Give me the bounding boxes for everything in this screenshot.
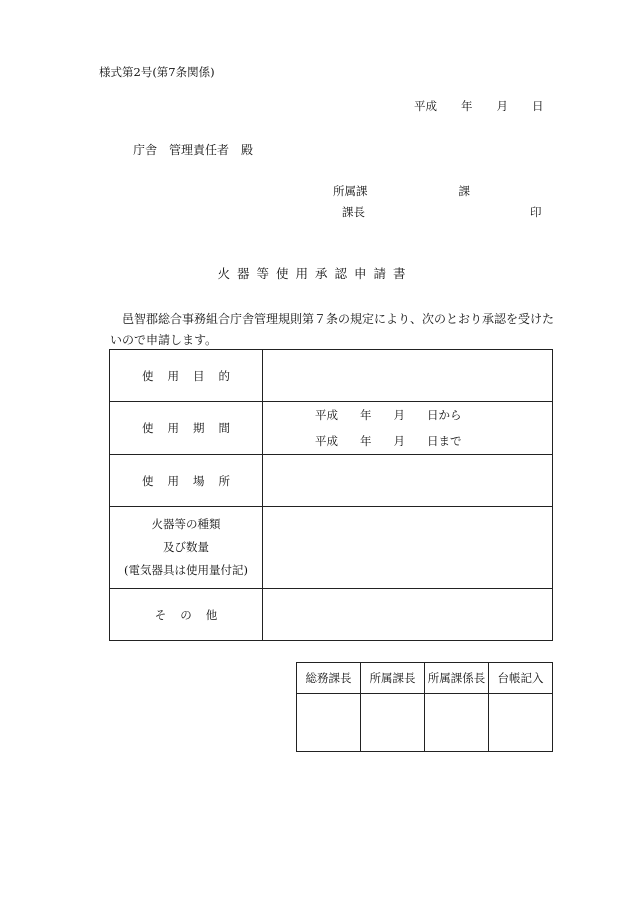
dept-suffix: 課 xyxy=(458,184,470,198)
addressee: 庁舎 管理責任者 殿 xyxy=(133,143,254,157)
form-number: 様式第2号(第7条関係) xyxy=(99,65,215,79)
application-date xyxy=(414,101,544,113)
stamp-box-general-affairs-chief[interactable] xyxy=(297,694,361,752)
row-equipment xyxy=(110,507,553,589)
period-label: 使用期間 xyxy=(110,402,263,455)
other-label: その他 xyxy=(110,589,263,641)
period-to-era: 平成 xyxy=(315,434,338,448)
equipment-label-line-1: 火器等の種類 xyxy=(151,517,221,531)
period-from-era: 平成 xyxy=(315,408,338,422)
equipment-label xyxy=(110,507,263,589)
stamp-box-dept-chief[interactable] xyxy=(361,694,425,752)
equipment-label-line-2: 及び数量 xyxy=(163,540,209,554)
seal-mark: 印 xyxy=(530,205,542,219)
stamp-box-ledger-entry[interactable] xyxy=(489,694,553,752)
period-from-day: 日から xyxy=(427,408,462,422)
date-day-unit: 日 xyxy=(532,99,544,113)
row-period xyxy=(110,402,553,455)
period-field[interactable] xyxy=(263,402,553,455)
date-year-unit: 年 xyxy=(461,99,473,113)
approval-header-dept-chief: 所属課長 xyxy=(361,663,425,694)
dept-label: 所属課 xyxy=(333,184,368,198)
approval-header-section-chief: 所属課係長 xyxy=(425,663,489,694)
equipment-field[interactable] xyxy=(263,507,553,589)
period-to-year: 年 xyxy=(360,434,372,448)
row-other xyxy=(110,589,553,641)
approval-header-ledger-entry: 台帳記入 xyxy=(489,663,553,694)
place-label: 使用場所 xyxy=(110,455,263,507)
equipment-label-line-3: (電気器具は使用量付記) xyxy=(124,563,248,577)
row-purpose xyxy=(110,350,553,402)
applicant-chief xyxy=(342,207,542,219)
period-to-day: 日まで xyxy=(427,434,462,448)
applicant-department xyxy=(333,186,470,198)
period-to-month: 月 xyxy=(393,434,405,448)
body-text: 邑智郡総合事務組合庁舎管理規則第７条の規定により、次のとおり承認を受けたいので申請します。 xyxy=(110,312,555,347)
other-field[interactable] xyxy=(263,589,553,641)
place-field[interactable] xyxy=(263,455,553,507)
application-form-table xyxy=(109,349,553,641)
date-era: 平成 xyxy=(414,99,437,113)
period-to xyxy=(315,428,552,454)
approval-stamp-row xyxy=(297,694,553,752)
purpose-field[interactable] xyxy=(263,350,553,402)
stamp-box-section-chief[interactable] xyxy=(425,694,489,752)
approval-header-general-affairs-chief: 総務課長 xyxy=(297,663,361,694)
period-from-month: 月 xyxy=(393,408,405,422)
period-from-year: 年 xyxy=(360,408,372,422)
period-from xyxy=(315,402,552,428)
approval-table xyxy=(296,662,553,752)
row-place xyxy=(110,455,553,507)
chief-label: 課長 xyxy=(342,205,365,219)
approval-header-row xyxy=(297,663,553,694)
purpose-label: 使用目的 xyxy=(110,350,263,402)
date-month-unit: 月 xyxy=(496,99,508,113)
document-title: 火器等使用承認申請書 xyxy=(217,266,413,281)
